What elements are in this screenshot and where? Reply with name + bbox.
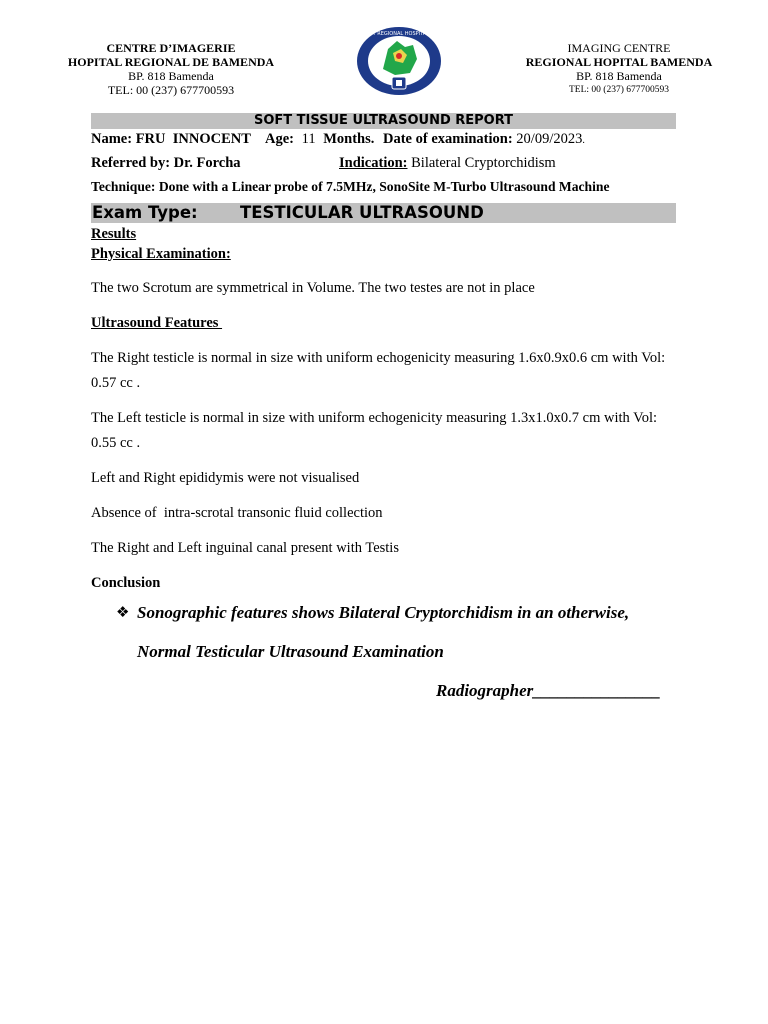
- date-group: [383, 130, 585, 150]
- epididymis-finding: Left and Right epididymis were not visualised: [91, 470, 360, 486]
- conclusion-bullet: ❖: [116, 603, 130, 621]
- header-left: [40, 41, 302, 97]
- radiographer-signature-line: Radiographer_______________: [436, 681, 661, 700]
- header-right: [498, 41, 740, 97]
- age-value: 11: [301, 131, 316, 147]
- header-left-line2: HOPITAL REGIONAL DE BAMENDA: [67, 55, 275, 69]
- physical-exam-heading: Physical Examination:: [91, 246, 231, 262]
- header-left-line1: CENTRE D’IMAGERIE: [106, 41, 236, 55]
- fluid-finding: Absence of intra-scrotal transonic fluid collection: [91, 505, 383, 521]
- conclusion-line2: Normal Testicular Ultrasound Examination: [137, 642, 444, 661]
- left-testicle-finding: The Left testicle is normal in size with uniform echogenicity measuring 1.3x1.0x0.7 cm with Vol: 0.55 cc .: [91, 410, 658, 451]
- name-label: Name:: [91, 131, 133, 147]
- indication-value: Bilateral Cryptorchidism: [411, 155, 556, 171]
- right-testicle-finding: The Right testicle is normal in size with uniform echogenicity measuring 1.6x0.9x0.6 cm with Vol: 0.57 cc .: [91, 350, 666, 391]
- header-right-line4: TEL: 00 (237) 677700593: [568, 85, 669, 95]
- ultrasound-features-heading: Ultrasound Features: [91, 315, 223, 331]
- date-value: 20/09/2023: [516, 131, 583, 147]
- exam-type-label: Exam Type:: [92, 203, 198, 222]
- conclusion-line1: Sonographic features shows Bilateral Cryptorchidism in an otherwise,: [137, 603, 630, 622]
- date-label: Date of examination:: [383, 131, 513, 147]
- exam-type-bar: [91, 203, 676, 223]
- report-title: SOFT TISSUE ULTRASOUND REPORT: [253, 113, 514, 128]
- age-label: Age:: [265, 131, 294, 147]
- referred-by: Referred by: Dr. Forcha: [91, 155, 241, 171]
- physical-exam-text: The two Scrotum are symmetrical in Volume. The two testes are not in place: [91, 280, 535, 296]
- report-title-bar: [91, 113, 676, 129]
- date-suffix: .: [582, 135, 585, 146]
- hospital-logo: [342, 25, 456, 97]
- name-value: FRU INNOCENT: [135, 131, 251, 147]
- conclusion-heading: Conclusion: [91, 575, 161, 591]
- technique-line: Technique: Done with a Linear probe of 7.5MHz, SonoSite M-Turbo Ultrasound Machine: [91, 179, 610, 194]
- header-left-line3: BP. 818 Bamenda: [128, 69, 214, 83]
- indication-group: [339, 154, 556, 172]
- header-right-line3: BP. 818 Bamenda: [576, 69, 662, 83]
- logo-text: NORTH WEST REGIONAL HOSPITAL BAMENDA: [342, 31, 456, 37]
- exam-type-value: TESTICULAR ULTRASOUND: [240, 203, 484, 222]
- hospital-logo-icon: [342, 25, 456, 97]
- age-group: [265, 130, 374, 148]
- indication-label: Indication:: [339, 155, 408, 171]
- header-left-line4: TEL: 00 (237) 677700593: [107, 83, 235, 97]
- inguinal-finding: The Right and Left inguinal canal present with Testis: [91, 540, 399, 556]
- header-right-line2: REGIONAL HOPITAL BAMENDA: [525, 55, 713, 69]
- patient-line: [91, 130, 251, 148]
- age-unit: Months.: [323, 131, 375, 147]
- header-right-line1: IMAGING CENTRE: [567, 41, 671, 55]
- results-heading: Results: [91, 226, 137, 242]
